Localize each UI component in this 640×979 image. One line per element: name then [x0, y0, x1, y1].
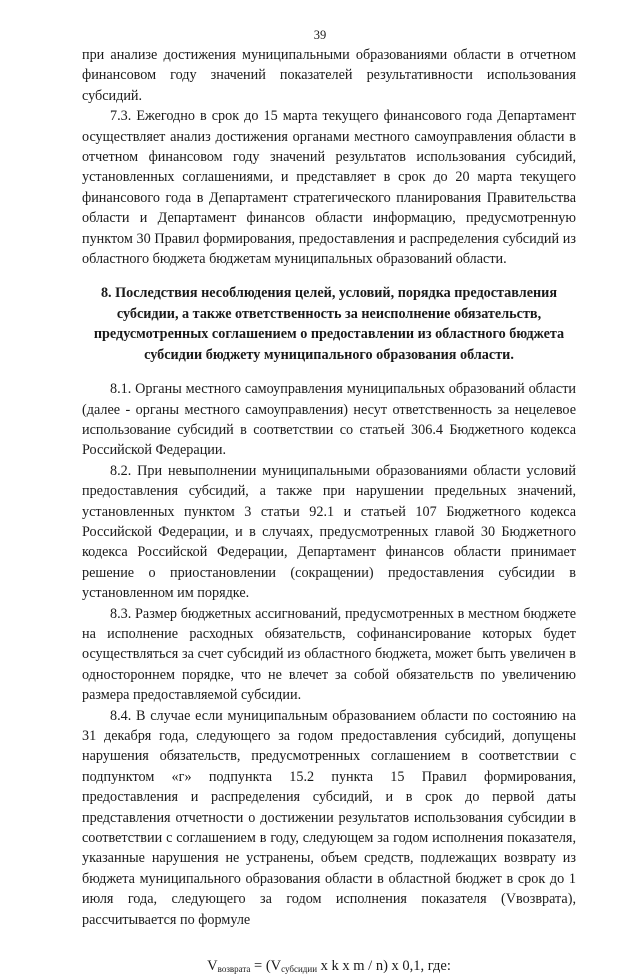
- document-body: [82, 45, 576, 979]
- formula-v-return: [82, 956, 576, 979]
- section-heading-8: 8. Последствия несоблюдения целей, условий, порядка предоставления субсидии, а также ответственность за неисполнение обязательств, предусмотренных соглашением о предоставлении из областного бюджета субсидии бюджету муниципального образования области.: [93, 285, 565, 363]
- page-number: 39: [313, 28, 327, 42]
- formula-rest: x k x m / n) x 0,1, где:: [317, 958, 451, 975]
- formula-sub-subsidy: субсидии: [281, 964, 318, 975]
- paragraph-7-3: 7.3. Ежегодно в срок до 15 марта текущего финансового года Департамент осуществляет анализ достижения органами местного самоуправления области в отчетном финансовом году значений результатов использования субсидий, установленных соглашениями, и представляет в срок до 20 марта текущего финансового года в Департамент стратегического планирования Правительства области и Департамент финансов области информацию, предусмотренную пунктом 30 Правил формирования, предоставления и распределения субсидий из областного бюджета бюджетам муниципальных образований области.: [82, 108, 576, 268]
- paragraph-continuation: при анализе достижения муниципальными образованиями области в отчетном финансовом году значений показателей результативности использования субсидий.: [82, 47, 576, 104]
- formula-v: V: [207, 958, 218, 975]
- paragraph-8-3: 8.3. Размер бюджетных ассигнований, предусмотренных в местном бюджете на исполнение расходных обязательств, софинансирование которых будет осуществляться за счет субсидий из областного бюджета, может быть увеличен в одностороннем порядке, что не влечет за собой обязательств по увеличению размера предоставляемой субсидии.: [82, 605, 576, 704]
- formula-sub-return: возврата: [217, 964, 251, 975]
- formula-open: = (V: [250, 958, 282, 975]
- paragraph-8-2: 8.2. При невыполнении муниципальными образованиями области условий предоставления субсидий, а также при нарушении предельных значений, установленных пунктом 3 статьи 92.1 и статьей 107 Бюджетного кодекса Российской Федерации, и в случаях, предусмотренных главой 30 Бюджетного кодекса Российской Федерации, Департамент финансов области принимает решение о приостановлении (сокращении) предоставления субсидии в установленном им порядке.: [82, 462, 576, 602]
- paragraph-8-4: 8.4. В случае если муниципальным образованием области по состоянию на 31 декабря года, следующего за годом предоставления субсидий, допущены нарушения обязательств, предусмотренных соглашением в соответствии с подпунктом «г» подпункта 15.2 пункта 15 Правил формирования, предоставления и распределения субсидий, и в срок до первой даты представления отчетности о достижении результатов использования субсидии в соответствии с соглашением в году, следующем за годом исполнения показателя, указанные нарушения не устранены, объем средств, подлежащих возврату из бюджета муниципального образования области в областной бюджет в срок до 1 июля года, следующего за годом исполнения показателя (Vвозврата), рассчитывается по формуле: [82, 707, 576, 928]
- paragraph-8-1: 8.1. Органы местного самоуправления муниципальных образований области (далее - органы местного самоуправления) несут ответственность за нецелевое использование субсидий в соответствии со статьей 306.4 Бюджетного кодекса Российской Федерации.: [82, 381, 576, 459]
